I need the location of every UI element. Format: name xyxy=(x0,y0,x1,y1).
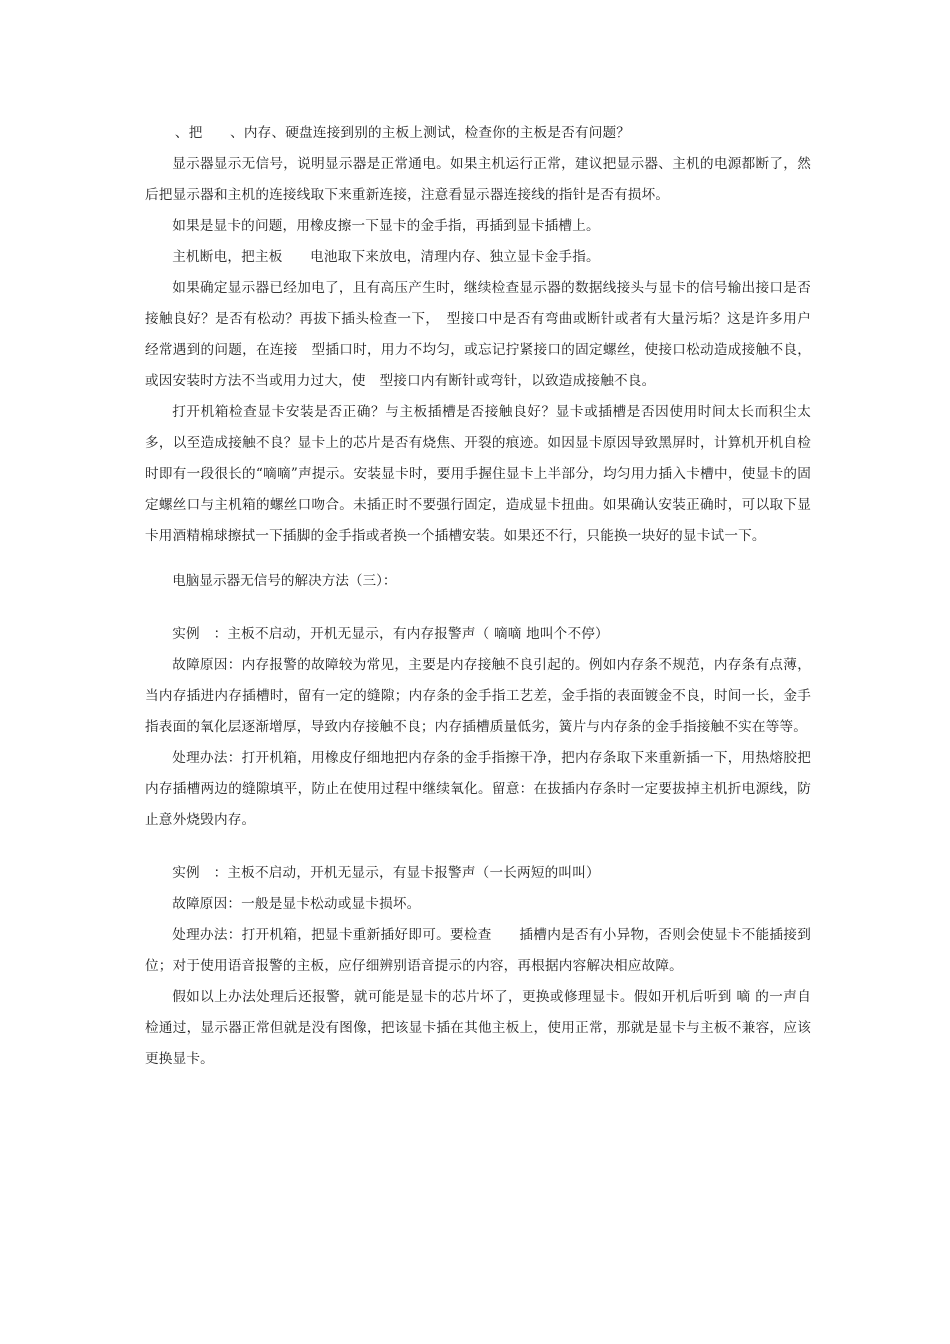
paragraph-power-off-battery: 主机断电，把主板 电池取下来放电，清理内存、独立显卡金手指。 xyxy=(172,249,600,265)
spacer xyxy=(145,597,811,619)
example-1-solution: 处理办法：打开机箱，用橡皮仔细地把内存条的金手指擦干净，把内存条取下来重新插一下，用热熔胶把内存插槽两边的缝隙填平，防止在使用过程中继续氧化。留意：在拔插内存条时一定要拔掉主机折电源线，防止意外烧毁内存。 xyxy=(145,750,811,828)
example-2-cause: 故障原因：一般是显卡松动或显卡损坏。 xyxy=(172,896,421,912)
paragraph-check-card-install: 打开机箱检查显卡安装是否正确？与主板插槽是否接触良好？显卡或插槽是否因使用时间太长而积尘太多，以至造成接触不良？显卡上的芯片是否有烧焦、开裂的痕迹。如因显卡原因导致黑屏时，计算机开机自检时即有一段很长的“嘀嘀”声提示。安装显卡时，要用手握住显卡上半部分，均匀用力插入卡槽中，使显卡的固定螺丝口与主机箱的螺丝口吻合。未插正时不要强行固定，造成显卡扭曲。如果确认安装正确时，可以取下显卡用酒精棉球擦拭一下插脚的金手指或者换一个插槽安装。如果还不行，只能换一块好的显卡试一下。 xyxy=(145,404,811,544)
example-2-extra: 假如以上办法处理后还报警，就可能是显卡的芯片坏了，更换或修理显卡。假如开机后听到 嘀 的一声自检通过，显示器正常但就是没有图像，把该显卡插在其他主板上，使用正常，那就是显卡与主板不兼容，应该更换显卡。 xyxy=(145,989,811,1067)
paragraph-check-cable-connector: 如果确定显示器已经加电了，且有高压产生时，继续检查显示器的数据线接头与显卡的信号输出接口是否接触良好？是否有松动？再拔下插头检查一下， 型接口中是否有弯曲或断针或者有大量污垢？这是许多用户经常遇到的问题，在连接 型插口时，用力不均匀，或忘记拧紧接口的固定螺丝，使接口松动造成接触不良，或因安装时方法不当或用力过大，使 型接口内有断针或弯针，以致造成接触不良。 xyxy=(145,280,811,389)
example-2-solution: 处理办法：打开机箱，把显卡重新插好即可。要检查 插槽内是否有小异物，否则会使显卡不能插接到位；对于使用语音报警的主板，应仔细辨别语音提示的内容，再根据内容解决相应故障。 xyxy=(145,927,811,974)
document-page xyxy=(145,118,811,1075)
example-2-title: 实例 ：主板不启动，开机无显示，有显卡报警声（一长两短的叫叫） xyxy=(172,865,600,881)
paragraph-monitor-no-signal: 显示器显示无信号，说明显示器是正常通电。如果主机运行正常，建议把显示器、主机的电源都断了，然后把显示器和主机的连接线取下来重新连接，注意看显示器连接线的指针是否有损坏。 xyxy=(145,156,811,203)
example-1-cause: 故障原因：内存报警的故障较为常见，主要是内存接触不良引起的。例如内存条不规范，内存条有点薄，当内存插进内存插槽时，留有一定的缝隙；内存条的金手指工艺差，金手指的表面镀金不良，时间一长，金手指表面的氧化层逐渐增厚，导致内存接触不良；内存插槽质量低劣，簧片与内存条的金手指接触不实在等等。 xyxy=(145,657,811,735)
spacer xyxy=(145,836,811,858)
spacer xyxy=(145,552,811,566)
example-1-title: 实例 ：主板不启动，开机无显示，有内存报警声（ 嘀嘀 地叫个不停） xyxy=(172,626,609,642)
paragraph-test-on-other-board: 、把 、内存、硬盘连接到别的主板上测试，检查你的主板是否有问题？ xyxy=(174,125,631,141)
paragraph-graphics-card-gold-finger: 如果是显卡的问题，用橡皮擦一下显卡的金手指，再插到显卡插槽上。 xyxy=(172,218,600,234)
section-heading: 电脑显示器无信号的解决方法（三）： xyxy=(172,573,397,589)
